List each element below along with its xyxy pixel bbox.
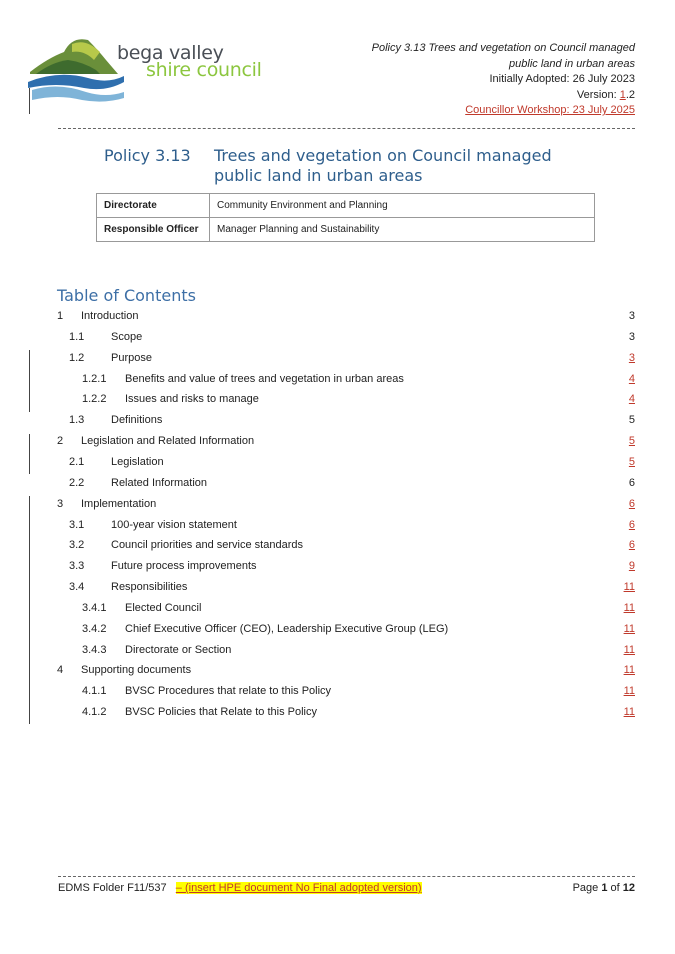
document-header (372, 41, 635, 119)
toc-entry[interactable] (57, 644, 635, 660)
policy-meta-table (96, 193, 595, 242)
toc-entry-page[interactable]: 11 (623, 581, 635, 594)
toc-entry[interactable] (57, 477, 635, 493)
toc-entry-text: Scope (111, 330, 143, 343)
toc-entry-number: 1 (57, 310, 64, 322)
toc-entry[interactable] (57, 706, 635, 722)
change-bar (29, 434, 30, 474)
toc-entry-text: Legislation and Related Information (81, 435, 255, 448)
toc-entry[interactable] (57, 393, 635, 409)
toc-entry[interactable] (57, 352, 635, 368)
toc-entry[interactable] (57, 498, 635, 514)
toc-entry[interactable] (57, 456, 635, 472)
toc-entry-number: 3.4.2 (82, 622, 107, 635)
toc-entry[interactable] (57, 539, 635, 555)
footer-page (573, 882, 635, 894)
toc-entry-number: 3.2 (69, 539, 85, 552)
footer-folder: EDMS Folder F11/537 (58, 882, 167, 894)
toc-entry[interactable] (57, 581, 635, 597)
meta-value: Manager Planning and Sustainability (210, 218, 595, 242)
header-policy-line1: Policy 3.13 Trees and vegetation on Council managed (371, 42, 635, 54)
toc-entry-number: 1.2 (69, 351, 85, 364)
toc-entry-number: 4.1.1 (82, 685, 107, 698)
toc-entry-number: 1.3 (69, 414, 85, 427)
meta-key: Directorate (97, 194, 210, 218)
toc-entry-text: Benefits and value of trees and vegetation in urban areas (125, 372, 404, 385)
table-row (97, 194, 595, 218)
change-bar (29, 496, 30, 724)
header-adopted: Initially Adopted: 26 July 2023 (489, 73, 635, 85)
page-number: 1 (601, 882, 608, 894)
toc-entry-text: Legislation (111, 455, 164, 468)
header-workshop: Councillor Workshop: 23 July 2025 (465, 104, 635, 116)
document-footer (58, 882, 635, 894)
toc-entry-text: Responsibilities (111, 581, 188, 594)
toc-entry-number: 3.3 (69, 560, 85, 573)
toc-entry-page[interactable]: 11 (623, 643, 635, 656)
toc-entry[interactable] (57, 560, 635, 576)
page-total: 12 (622, 882, 635, 894)
toc-entry-number: 3 (57, 497, 64, 510)
version-label: Version: (576, 88, 620, 101)
footer-highlight: – (insert HPE document No Final adopted version) (175, 882, 422, 894)
toc-entry-number: 1.1 (69, 330, 85, 343)
version-changed: 1 (619, 88, 626, 101)
toc-entry-text: Supporting documents (81, 664, 192, 677)
toc-entry-page[interactable]: 4 (628, 372, 635, 385)
toc-entry[interactable] (57, 623, 635, 639)
toc-entry-page[interactable]: 11 (623, 601, 635, 614)
logo-text-line1: bega valley (117, 42, 224, 64)
toc-entry-number: 3.4.3 (82, 643, 107, 656)
toc-entry-page[interactable]: 6 (628, 518, 635, 531)
toc-entry[interactable] (57, 373, 635, 389)
footer-divider (58, 876, 635, 877)
page-label: Page (572, 882, 602, 894)
toc-entry-text: Directorate or Section (125, 643, 232, 656)
toc-entry-text: Purpose (111, 351, 152, 364)
of-label: of (607, 882, 623, 894)
toc-entry-number: 3.4 (69, 581, 85, 594)
toc-entry-page[interactable]: 3 (628, 330, 635, 343)
toc-entry-page[interactable]: 11 (623, 685, 635, 698)
toc-entry-text: Definitions (111, 414, 163, 427)
toc-entry-text: Related Information (111, 476, 207, 489)
toc-entry-page[interactable]: 11 (623, 706, 635, 719)
toc-entry-page[interactable]: 9 (628, 560, 635, 573)
toc-entry-page[interactable]: 5 (628, 455, 635, 468)
toc-entry-number: 1.2.1 (82, 372, 107, 385)
header-divider (58, 128, 635, 129)
toc-entry[interactable] (57, 519, 635, 535)
toc-heading: Table of Contents (57, 286, 196, 305)
toc-entry-text: Chief Executive Officer (CEO), Leadership Executive Group (LEG) (125, 622, 449, 635)
toc-entry-text: Future process improvements (111, 560, 257, 573)
header-policy-line2: public land in urban areas (509, 57, 635, 70)
toc-entry-page[interactable]: 5 (628, 414, 635, 427)
toc-entry[interactable] (57, 602, 635, 618)
toc-entry-number: 3.4.1 (82, 601, 107, 614)
toc-entry-page[interactable]: 6 (628, 497, 635, 510)
toc-entry-number: 2 (57, 435, 64, 448)
toc-entry-page[interactable]: 6 (628, 476, 635, 489)
toc-entry-page[interactable]: 3 (628, 310, 635, 322)
toc-entry-number: 2.2 (69, 476, 85, 489)
toc-entry-text: BVSC Policies that Relate to this Policy (125, 706, 317, 719)
meta-key: Responsible Officer (97, 218, 210, 242)
toc-entry-number: 3.1 (69, 518, 85, 531)
toc-entry-text: Council priorities and service standards (111, 539, 303, 552)
toc-entry-text: Elected Council (125, 601, 202, 614)
version-rest: .2 (625, 88, 635, 101)
toc-entry-number: 2.1 (69, 455, 85, 468)
change-bar (29, 88, 30, 114)
logo-text-line2: shire council (146, 59, 262, 81)
policy-number: Policy 3.13 (104, 146, 191, 165)
policy-title: Trees and vegetation on Council managed public land in urban areas (214, 146, 552, 185)
toc-entry-text: Introduction (81, 310, 139, 322)
toc-entry-page[interactable]: 5 (628, 435, 635, 448)
toc-entry-number: 4 (57, 664, 64, 677)
toc-entry-text: Issues and risks to manage (125, 393, 259, 406)
toc-entry-number: 1.2.2 (82, 393, 107, 406)
toc-entry[interactable] (57, 414, 635, 430)
toc-entry-page[interactable]: 11 (623, 664, 635, 677)
toc-entry-page[interactable]: 11 (623, 622, 635, 635)
toc-entry[interactable] (57, 310, 635, 326)
table-row (97, 218, 595, 242)
toc-entry-page[interactable]: 4 (628, 393, 635, 406)
change-bar (29, 350, 30, 412)
toc-entry-page[interactable]: 3 (628, 351, 635, 364)
toc-entry[interactable] (57, 685, 635, 701)
toc-entry[interactable] (57, 331, 635, 347)
toc-entry-page[interactable]: 6 (628, 539, 635, 552)
toc-entry[interactable] (57, 664, 635, 680)
meta-value: Community Environment and Planning (210, 194, 595, 218)
toc-entry-text: Implementation (81, 497, 157, 510)
header-version (372, 88, 635, 104)
toc-entry[interactable] (57, 435, 635, 451)
toc-entry-text: BVSC Procedures that relate to this Policy (125, 685, 332, 698)
toc-entry-text: 100-year vision statement (111, 518, 237, 531)
toc-entry-number: 4.1.2 (82, 706, 107, 719)
